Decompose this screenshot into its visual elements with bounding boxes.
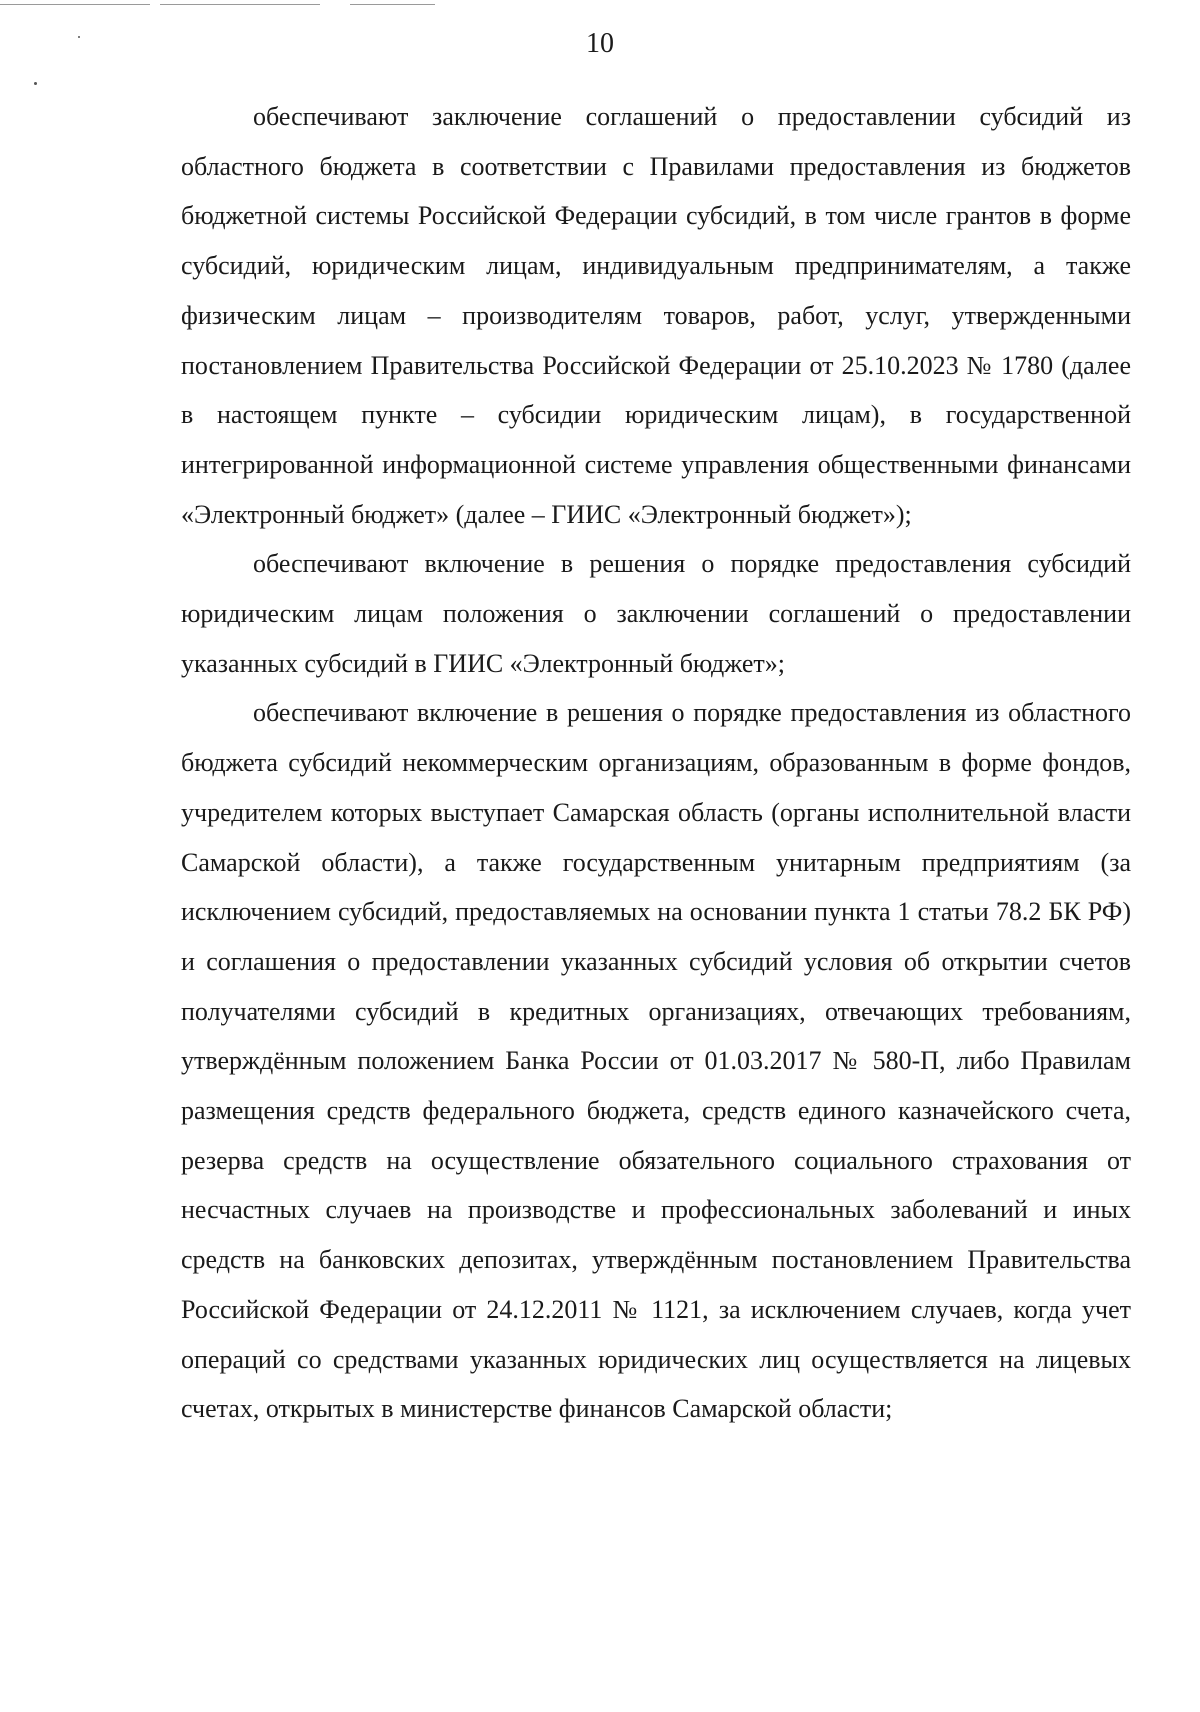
paragraph: обеспечивают заключение соглашений о предоставлении субсидий из областного бюджета в соответствии с Правилами предоставления из бюджетов бюджетной системы Российской Федерации субсидий, в том числе грантов в форме субсидий, юридическим лицам, индивидуальным предпринимателям, а также физическим лицам – производителям товаров, работ, услуг, утвержденными постановлением Правительства Российской Федерации от 25.10.2023 № 1780 (далее в настоящем пункте – субсидии юридическим лицам), в государственной интегрированной информационной системе управления общественными финансами «Электронный бюджет» (далее – ГИИС «Электронный бюджет»); — [181, 102, 1131, 529]
page-number: 10 — [586, 28, 614, 59]
scan-edge-line — [160, 4, 320, 5]
scan-speck — [34, 82, 37, 85]
scan-edge-line — [0, 4, 150, 5]
document-body — [181, 92, 1131, 1434]
paragraph: обеспечивают включение в решения о порядке предоставления из областного бюджета субсидий некоммерческим организациям, образованным в форме фондов, учредителем которых выступает Самарская область (органы исполнительной власти Самарской области), а также государственным унитарным предприятиям (за исключением субсидий, предоставляемых на основании пункта 1 статьи 78.2 БК РФ) и соглашения о предоставлении указанных субсидий условия об открытии счетов получателями субсидий в кредитных организациях, отвечающих требованиям, утверждённым положением Банка России от 01.03.2017 № 580-П, либо Правилам размещения средств федерального бюджета, средств единого казначейского счета, резерва средств на осуществление обязательного социального страхования от несчастных случаев на производстве и профессиональных заболеваний и иных средств на банковских депозитах, утверждённым постановлением Правительства Российской Федерации от 24.12.2011 № 1121, за исключением случаев, когда учет операций со средствами указанных юридических лиц осуществляется на лицевых счетах, открытых в министерстве финансов Самарской области; — [181, 698, 1131, 1424]
paragraph: обеспечивают включение в решения о порядке предоставления субсидий юридическим лицам положения о заключении соглашений о предоставлении указанных субсидий в ГИИС «Электронный бюджет»; — [181, 549, 1131, 678]
scan-edge-line — [350, 4, 435, 5]
